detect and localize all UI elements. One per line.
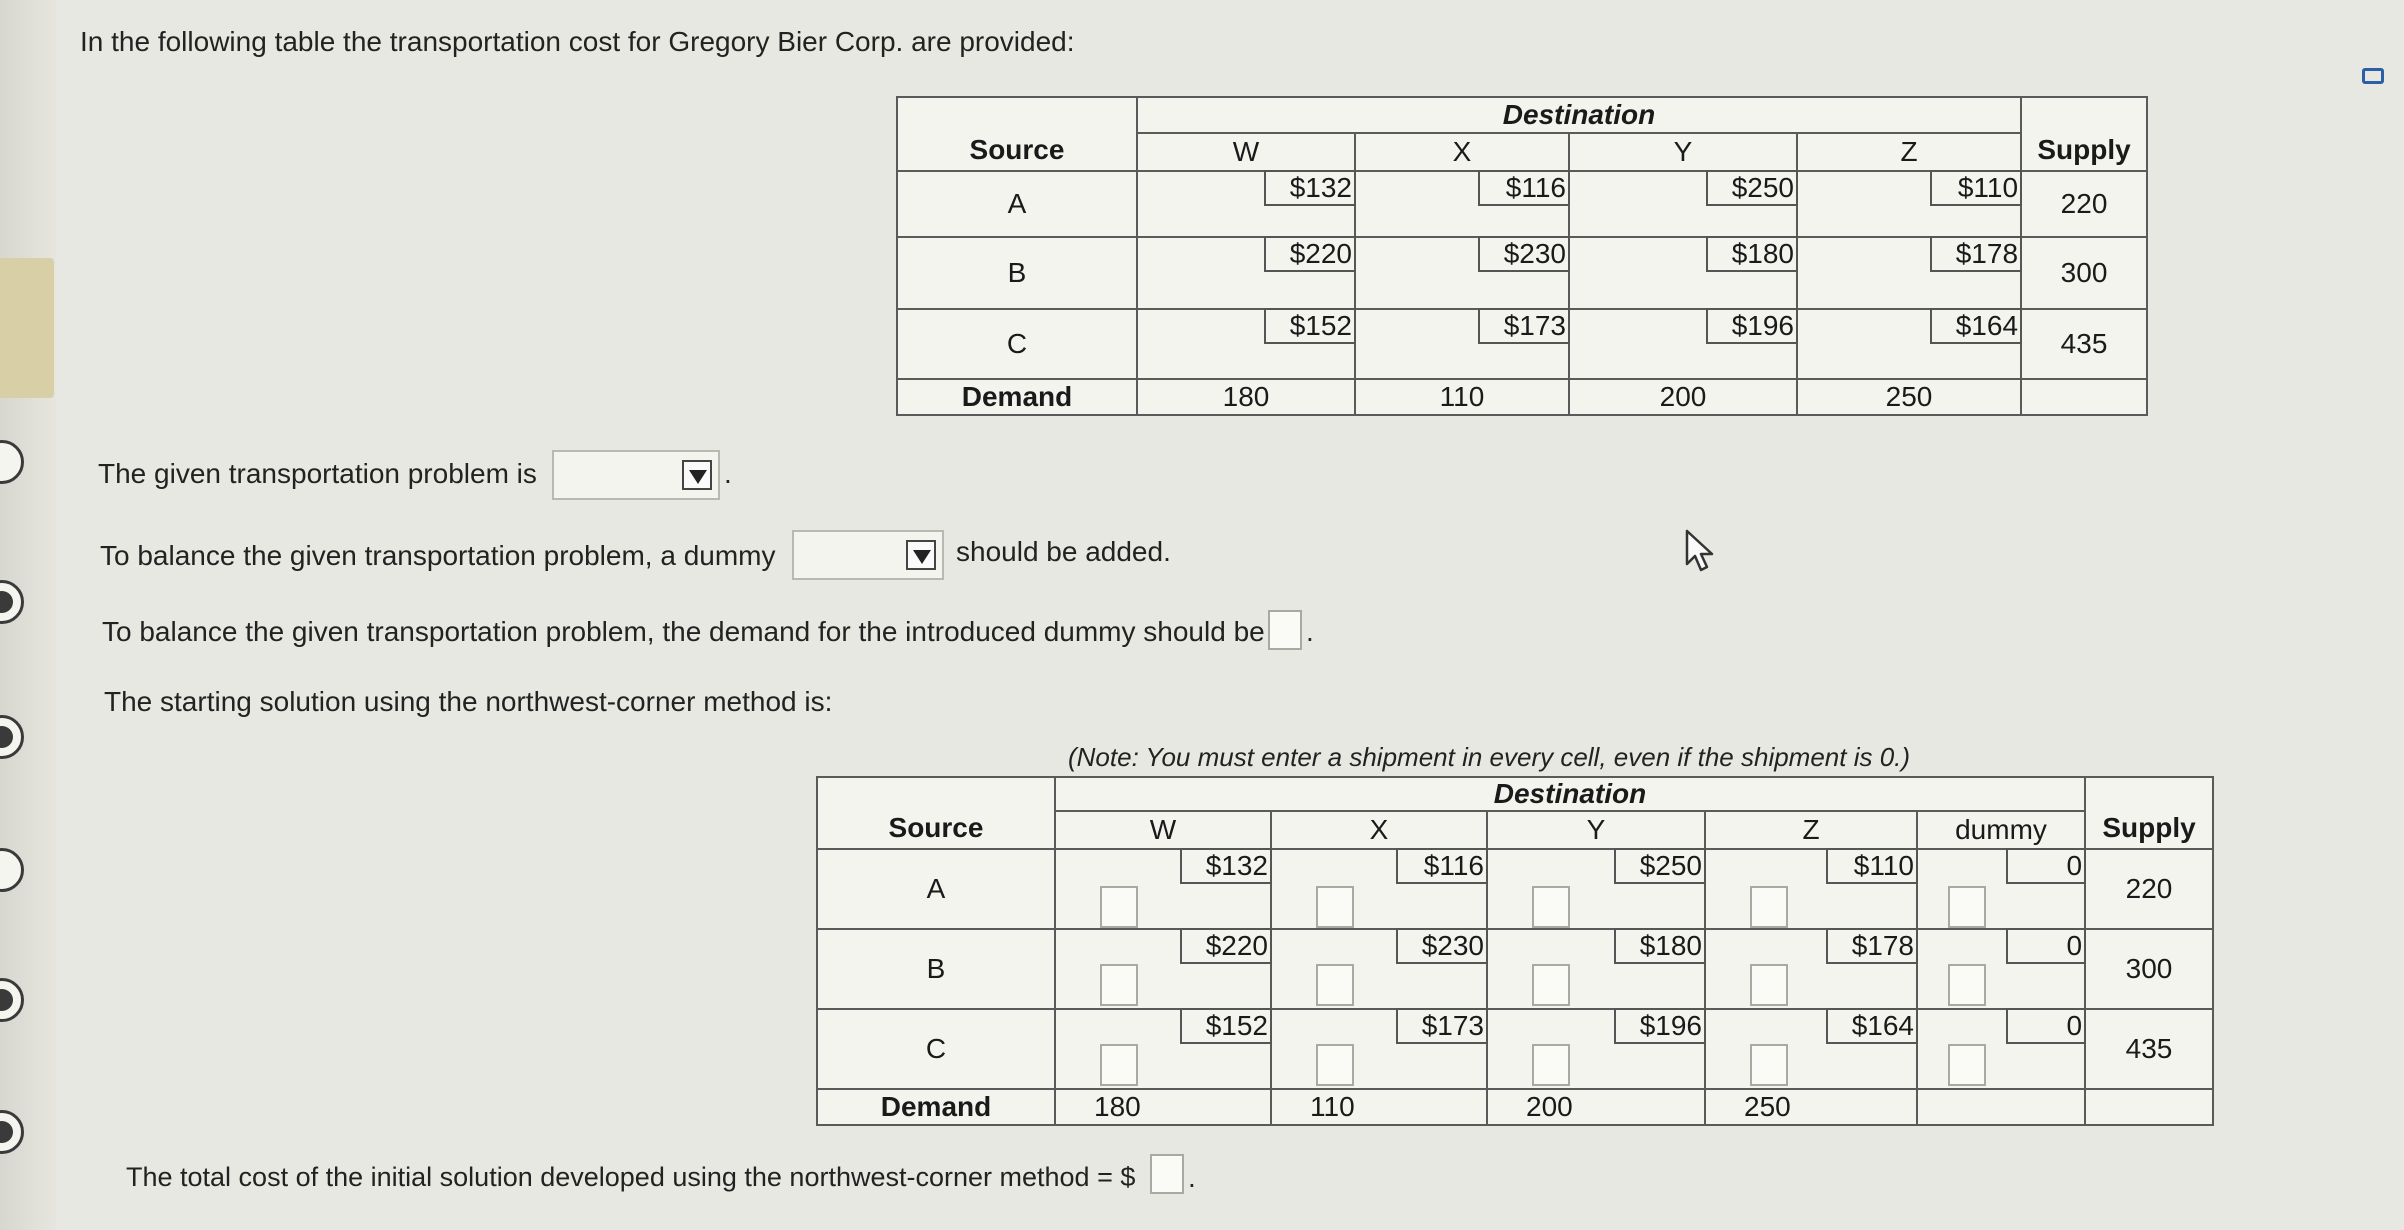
shipment-cell <box>1055 1009 1271 1089</box>
radio-icon[interactable] <box>0 978 24 1022</box>
supply-value: 220 <box>2085 849 2213 929</box>
demand-value: 250 <box>1705 1089 1917 1125</box>
cost-value: $178 <box>1826 928 1918 964</box>
period-text: . <box>1306 616 1314 647</box>
table-row <box>817 1009 2213 1089</box>
cost-value: $196 <box>1706 308 1798 344</box>
demand-value: 180 <box>1055 1089 1271 1125</box>
shipment-cell <box>1705 929 1917 1009</box>
cost-value: $178 <box>1930 236 2022 272</box>
demand-value: 110 <box>1355 379 1569 415</box>
cost-cell <box>1797 171 2021 237</box>
cost-table <box>896 96 2148 416</box>
cost-value: 0 <box>2006 848 2086 884</box>
total-cost-question: The total cost of the initial solution developed using the northwest-corner method = $ <box>126 1162 1136 1192</box>
cost-value: 0 <box>2006 1008 2086 1044</box>
radio-icon[interactable] <box>0 1110 24 1154</box>
column-header-dummy: dummy <box>1917 811 2085 849</box>
supply-value: 300 <box>2021 237 2147 309</box>
shipment-input[interactable] <box>1532 886 1570 928</box>
cost-value: $180 <box>1614 928 1706 964</box>
demand-value: 180 <box>1137 379 1355 415</box>
shipment-input[interactable] <box>1316 886 1354 928</box>
cost-value: $230 <box>1396 928 1488 964</box>
cost-value: $230 <box>1478 236 1570 272</box>
cost-value: $250 <box>1614 848 1706 884</box>
cost-cell <box>1569 171 1797 237</box>
shipment-input[interactable] <box>1750 964 1788 1006</box>
cost-value: $173 <box>1478 308 1570 344</box>
cost-value: $132 <box>1264 170 1356 206</box>
source-label: B <box>817 929 1055 1009</box>
question-dummy-demand: To balance the given transportation problem, the demand for the introduced dummy should be <box>102 616 1265 647</box>
shipment-cell <box>1917 1009 2085 1089</box>
shipment-cell <box>1487 1009 1705 1089</box>
shipment-input[interactable] <box>1100 1044 1138 1086</box>
supply-header: Supply <box>2021 97 2147 171</box>
cost-cell <box>1355 171 1569 237</box>
supply-value: 435 <box>2085 1009 2213 1089</box>
cost-value: $116 <box>1478 170 1570 206</box>
cost-cell <box>1355 237 1569 309</box>
shipment-cell <box>1055 929 1271 1009</box>
note-text: (Note: You must enter a shipment in every cell, even if the shipment is 0.) <box>1068 742 1911 772</box>
source-label: A <box>817 849 1055 929</box>
column-header-w: W <box>1055 811 1271 849</box>
column-header-z: Z <box>1705 811 1917 849</box>
demand-label: Demand <box>897 379 1137 415</box>
shipment-input[interactable] <box>1316 964 1354 1006</box>
supply-header: Supply <box>2085 777 2213 849</box>
cost-value: $110 <box>1826 848 1918 884</box>
solution-table <box>816 776 2214 1126</box>
expand-icon[interactable] <box>2362 68 2384 84</box>
empty-cell <box>2021 379 2147 415</box>
destination-header: Destination <box>1055 777 2085 811</box>
period-text: . <box>724 458 732 489</box>
shipment-input[interactable] <box>1750 1044 1788 1086</box>
column-header-x: X <box>1271 811 1487 849</box>
cost-value: $132 <box>1180 848 1272 884</box>
shipment-cell <box>1055 849 1271 929</box>
mouse-cursor-icon <box>1684 528 1718 574</box>
question-problem-type: The given transportation problem is <box>98 458 537 489</box>
cost-value: $180 <box>1706 236 1798 272</box>
cost-value: 0 <box>2006 928 2086 964</box>
cost-cell <box>1797 309 2021 379</box>
shipment-cell <box>1271 849 1487 929</box>
chevron-down-icon[interactable] <box>906 540 936 570</box>
left-gutter <box>0 0 56 1230</box>
shipment-input[interactable] <box>1316 1044 1354 1086</box>
column-header-z: Z <box>1797 133 2021 171</box>
empty-cell <box>2085 1089 2213 1125</box>
column-header-y: Y <box>1487 811 1705 849</box>
supply-value: 300 <box>2085 929 2213 1009</box>
cost-cell <box>1569 309 1797 379</box>
shipment-input[interactable] <box>1532 964 1570 1006</box>
cost-cell <box>1137 237 1355 309</box>
table-row <box>897 237 2147 309</box>
radio-icon[interactable] <box>0 715 24 759</box>
question-dummy: To balance the given transportation problem, a dummy <box>100 540 776 571</box>
cost-value: $152 <box>1264 308 1356 344</box>
source-label: B <box>897 237 1137 309</box>
column-header-w: W <box>1137 133 1355 171</box>
cost-cell <box>1137 309 1355 379</box>
shipment-cell <box>1487 849 1705 929</box>
cost-value: $110 <box>1930 170 2022 206</box>
cost-cell <box>1355 309 1569 379</box>
shipment-input[interactable] <box>1100 886 1138 928</box>
side-tab[interactable] <box>0 258 54 398</box>
source-header: Source <box>897 97 1137 171</box>
table-row <box>817 929 2213 1009</box>
shipment-cell <box>1271 1009 1487 1089</box>
radio-icon[interactable] <box>0 580 24 624</box>
problem-type-dropdown[interactable] <box>552 450 720 500</box>
shipment-input[interactable] <box>1532 1044 1570 1086</box>
dummy-demand-input[interactable] <box>1268 610 1302 650</box>
cost-value: $164 <box>1930 308 2022 344</box>
cost-value: $220 <box>1180 928 1272 964</box>
radio-icon[interactable] <box>0 848 24 892</box>
shipment-cell <box>1271 929 1487 1009</box>
demand-label: Demand <box>817 1089 1055 1125</box>
table-row <box>897 309 2147 379</box>
table-row <box>817 849 2213 929</box>
shipment-input[interactable] <box>1948 964 1986 1006</box>
shipment-cell <box>1705 1009 1917 1089</box>
shipment-input[interactable] <box>1948 1044 1986 1086</box>
source-label: C <box>897 309 1137 379</box>
shipment-input[interactable] <box>1948 886 1986 928</box>
table-row <box>897 171 2147 237</box>
cost-value: $250 <box>1706 170 1798 206</box>
shipment-input[interactable] <box>1100 964 1138 1006</box>
cost-value: $220 <box>1264 236 1356 272</box>
radio-icon[interactable] <box>0 440 24 484</box>
supply-value: 435 <box>2021 309 2147 379</box>
cost-cell <box>1797 237 2021 309</box>
column-header-y: Y <box>1569 133 1797 171</box>
demand-value: 200 <box>1487 1089 1705 1125</box>
destination-header: Destination <box>1137 97 2021 133</box>
supply-value: 220 <box>2021 171 2147 237</box>
demand-row <box>897 379 2147 415</box>
total-cost-input[interactable] <box>1150 1154 1184 1194</box>
source-header: Source <box>817 777 1055 849</box>
cost-value: $164 <box>1826 1008 1918 1044</box>
demand-value: 110 <box>1271 1089 1487 1125</box>
shipment-cell <box>1487 929 1705 1009</box>
cost-value: $173 <box>1396 1008 1488 1044</box>
demand-value: 250 <box>1797 379 2021 415</box>
nw-corner-intro: The starting solution using the northwest-corner method is: <box>104 686 833 717</box>
demand-value: 200 <box>1569 379 1797 415</box>
source-label: A <box>897 171 1137 237</box>
question-panel <box>56 0 2404 1230</box>
shipment-cell <box>1917 849 2085 929</box>
cost-cell <box>1137 171 1355 237</box>
shipment-cell <box>1917 929 2085 1009</box>
dummy-type-dropdown[interactable] <box>792 530 944 580</box>
demand-row <box>817 1089 2213 1125</box>
cost-value: $116 <box>1396 848 1488 884</box>
period-text: . <box>1188 1162 1196 1193</box>
shipment-cell <box>1705 849 1917 929</box>
chevron-down-icon[interactable] <box>682 460 712 490</box>
dummy-demand-cell <box>1917 1089 2085 1125</box>
intro-text: In the following table the transportation cost for Gregory Bier Corp. are provided: <box>80 26 1075 57</box>
shipment-input[interactable] <box>1750 886 1788 928</box>
cost-value: $152 <box>1180 1008 1272 1044</box>
question-dummy-suffix: should be added. <box>956 536 1171 567</box>
cost-cell <box>1569 237 1797 309</box>
column-header-x: X <box>1355 133 1569 171</box>
source-label: C <box>817 1009 1055 1089</box>
cost-value: $196 <box>1614 1008 1706 1044</box>
